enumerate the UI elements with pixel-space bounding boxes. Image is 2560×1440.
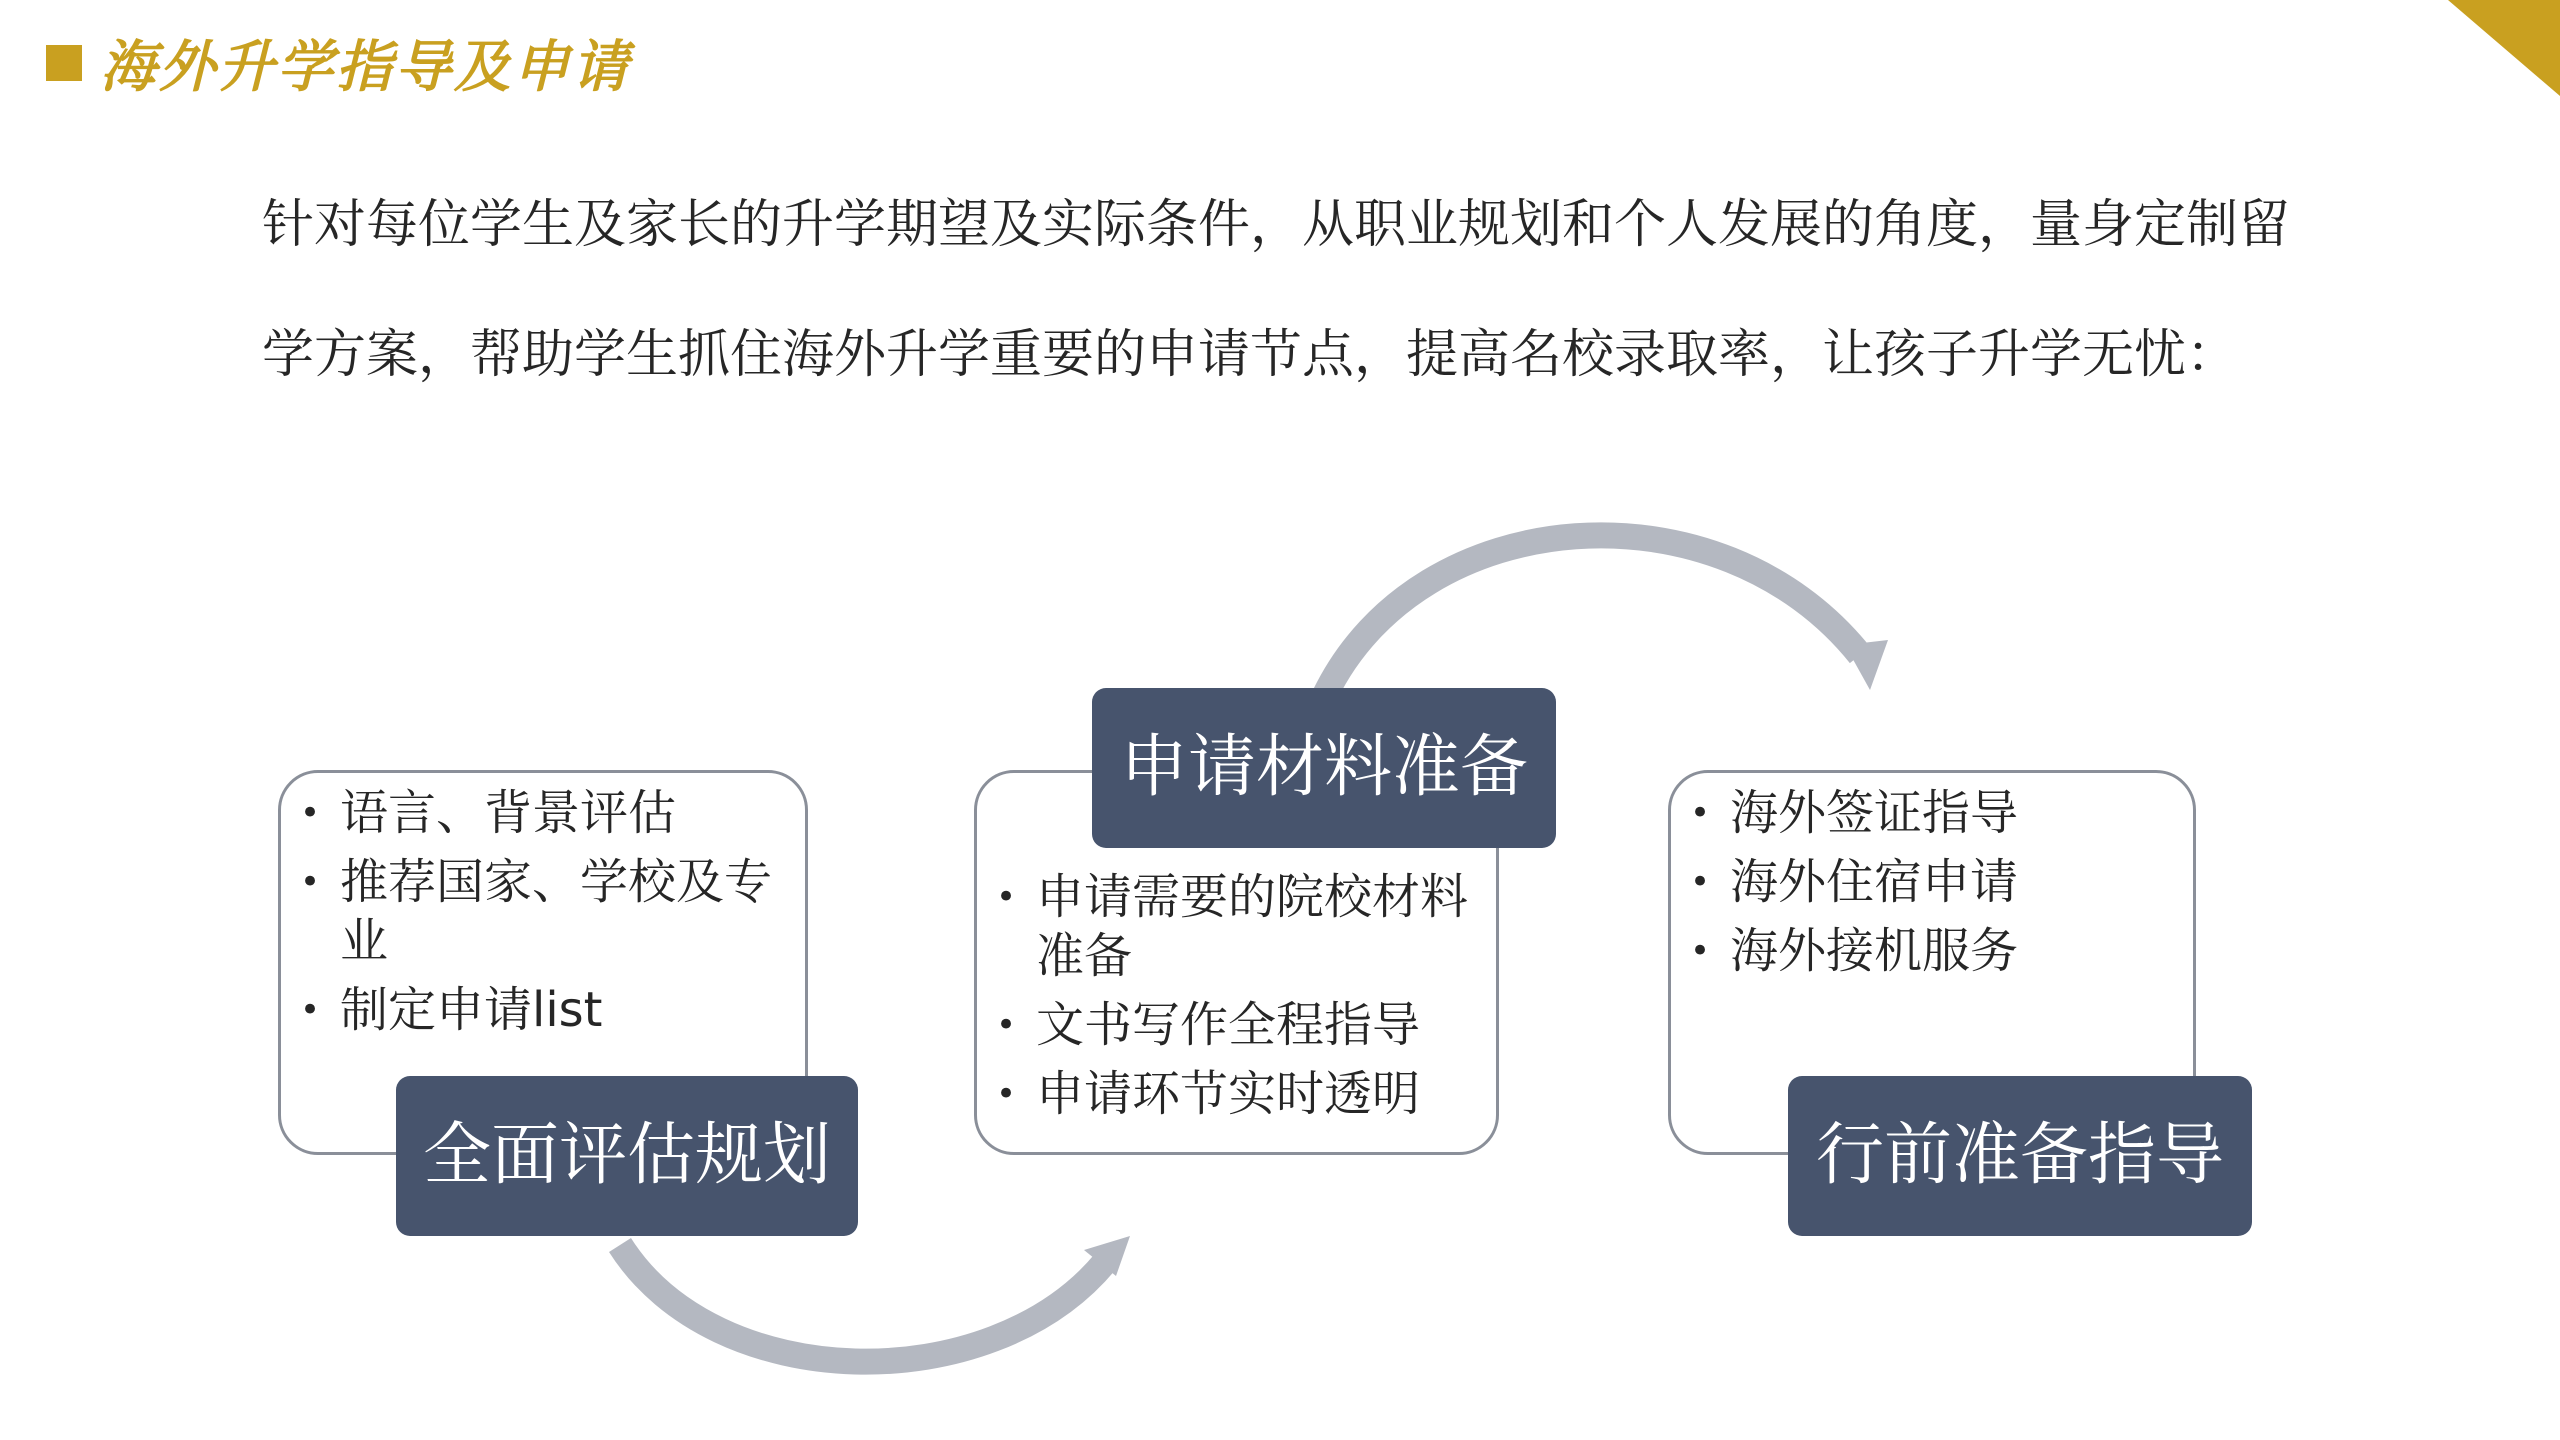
top-arrowhead <box>1845 640 1888 690</box>
top-cycle-arrow <box>1325 535 1860 695</box>
materials-bullet-list <box>986 868 1486 1134</box>
bullet-item: • 海外签证指导 <box>1680 784 2180 843</box>
bullet-item: • 海外接机服务 <box>1680 922 2180 981</box>
bullet-item: • 申请环节实时透明 <box>986 1065 1486 1124</box>
bullet-item: • 申请需要的院校材料准备 <box>986 868 1486 986</box>
step-label-assessment: 全面评估规划 <box>396 1076 858 1236</box>
bullet-item: • 海外住宿申请 <box>1680 853 2180 912</box>
step-label-materials: 申请材料准备 <box>1092 688 1556 848</box>
bullet-item: • 语言、背景评估 <box>290 784 790 843</box>
bottom-cycle-arrow <box>620 1245 1105 1362</box>
departure-bullet-list <box>1680 784 2180 991</box>
step-label-departure: 行前准备指导 <box>1788 1076 2252 1236</box>
page-title: 海外升学指导及申请 <box>100 34 631 100</box>
bullet-item: • 制定申请list <box>290 981 790 1040</box>
bullet-item: • 推荐国家、学校及专业 <box>290 853 790 971</box>
assessment-bullet-list <box>290 784 790 1050</box>
intro-paragraph: 针对每位学生及家长的升学期望及实际条件，从职业规划和个人发展的角度，量身定制留学方案，帮助学生抓住海外升学重要的申请节点，提高名校录取率，让孩子升学无忧： <box>262 195 2291 385</box>
bullet-item: • 文书写作全程指导 <box>986 996 1486 1055</box>
